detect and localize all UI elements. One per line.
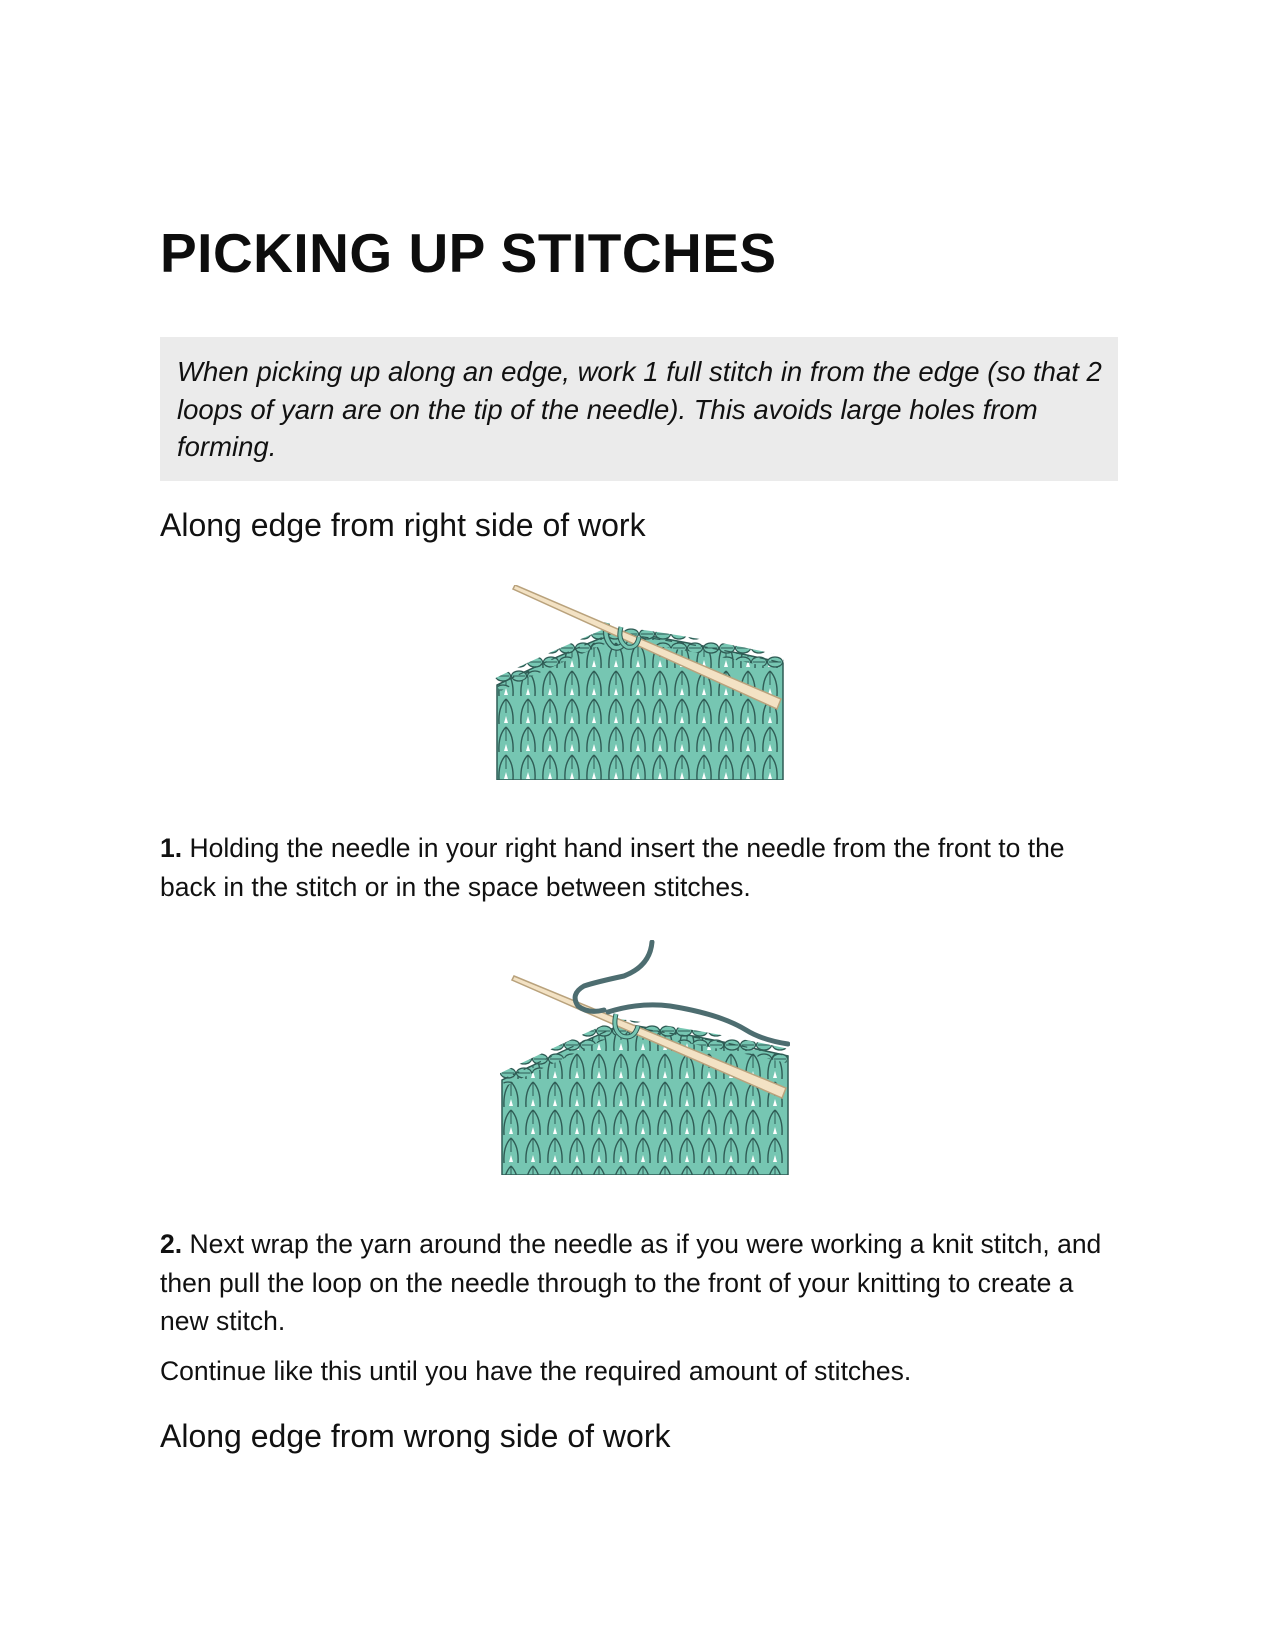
- page-title: PICKING UP STITCHES: [160, 222, 777, 284]
- step-1-text: Holding the needle in your right hand insert the needle from the front to the back in the stitch or in the space between stitches.: [160, 833, 1065, 902]
- knitting-needle-insert-icon: [495, 585, 785, 780]
- section-heading-wrong-side: Along edge from wrong side of work: [160, 1418, 671, 1454]
- knitting-yarn-wrap-icon: [500, 940, 790, 1175]
- tip-callout: [160, 337, 1118, 481]
- step-1: [160, 829, 1120, 906]
- step-2-text: Next wrap the yarn around the needle as if you were working a knit stitch, and then pull the loop on the needle through to the front of your knitting to create a new stitch.: [160, 1229, 1102, 1336]
- tip-text: When picking up along an edge, work 1 full stitch in from the edge (so that 2 loops of yarn are on the tip of the needle). This avoids large holes from forming.: [177, 356, 1102, 462]
- section-heading-right-side: Along edge from right side of work: [160, 507, 646, 543]
- step-2-number: 2.: [160, 1229, 183, 1259]
- continue-note: Continue like this until you have the required amount of stitches.: [160, 1356, 912, 1386]
- step-1-number: 1.: [160, 833, 183, 863]
- step-2: [160, 1225, 1120, 1341]
